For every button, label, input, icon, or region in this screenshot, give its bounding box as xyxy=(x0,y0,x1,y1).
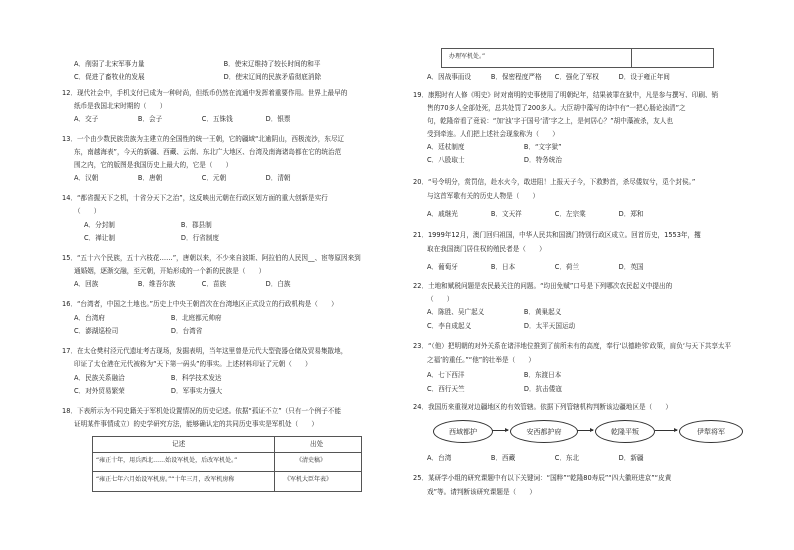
q14-line1: 14．“都省握天下之机，十省分天下之治”，这反映出元朝在行政区划方面的重大创新是实行 xyxy=(62,194,328,202)
q18-table-record-2: “雍正七年六月始设军机房。”“十年三月，改军机房称 xyxy=(96,476,235,483)
q18-table-continuation-divider xyxy=(631,48,632,67)
flow-node-1: 西域都护 xyxy=(433,420,493,443)
q16-options1: A．台湾府 B．北庭都元帅府 xyxy=(74,314,222,322)
q20-options: A．戚继光 B．文天祥 C．左宗棠 D．郑和 xyxy=(427,210,644,218)
q18-table-header-source: 出处 xyxy=(310,440,324,448)
q19-line3: 句，乾隆帝看了竟说：“加‘浊’字于国号‘清’字之上，是何居心？”胡中藻被杀，友人也 xyxy=(427,117,673,125)
q18-table-header-record: 记述 xyxy=(172,440,186,448)
q23-options1: A．七下西洋 B．东渡日本 xyxy=(427,371,562,379)
q19-options1: A．廷杖制度 B．“文字狱” xyxy=(427,143,562,151)
flow-arrow xyxy=(577,430,593,431)
q17-line2: 印证了太仓港在元代被称为“天下第一码头”的事实。上述材料印证了元朝（ ） xyxy=(74,360,312,368)
flow-node-2: 安西都护府 xyxy=(510,420,578,443)
q15-options: A．回族 B．维吾尔族 C．苗族 D．白族 xyxy=(74,280,291,288)
q24-line1: 24．我国历来重视对边疆地区的有效管辖。依据下列管辖机构判断该边疆地区是（ ） xyxy=(413,403,672,411)
q13-line2: 东，南越海表”，今天的新疆、西藏、云南、东北广大地区、台湾及南海诸岛都在它的统治范 xyxy=(74,148,342,156)
q21-line2: 取在我国澳门居住权的殖民者是（ ） xyxy=(427,245,546,253)
q14-line2: （ ） xyxy=(74,207,101,215)
q20-line2: 与这首军歌有关的历史人物是（ ） xyxy=(427,192,540,200)
q17-line1: 17．在太仓樊村泾元代遗址考古现场，发掘表明，当年这里曾是元代大型瓷器仓储及贸易集散地， xyxy=(62,347,348,355)
q23-options2: C．西行天竺 D．抗击倭寇 xyxy=(427,385,562,393)
q13-options: A．汉朝 B．唐朝 C．元朝 D．清朝 xyxy=(74,174,291,182)
q17-options1: A．民族关系融洽 B．科学技术发达 xyxy=(74,374,222,382)
q15-line1: 15．“五十六个民族，五十六枝花……”，唐朝以来，不少来自波斯、阿拉伯的人民因__、宦等原因来到 xyxy=(62,254,361,262)
q21-options: A．葡萄牙 B．日本 C．荷兰 D．英国 xyxy=(427,263,644,271)
q15-line2: 通婚姻，逐渐交融，至元朝，开始形成的一个新的民族是（ ） xyxy=(74,267,266,275)
flow-arrow xyxy=(492,430,508,431)
q16-line1: 16．“台湾者，中国之土地也。”历史上中央王朝首次在台湾地区正式设立的行政机构是（ ） xyxy=(62,300,338,308)
q13-line1: 13．一个由少数民族贵族为主建立的全国性的统一王朝，它的疆域“北逾阴山，西极流沙，东尽辽 xyxy=(62,135,345,143)
q21-line1: 21．1999年12月，澳门回归祖国，中华人民共和国澳门特别行政区成立。回首历史，1553年，攫 xyxy=(413,231,701,239)
q22-options1: A．陈胜、吴广起义 B．黄巢起义 xyxy=(427,308,562,316)
q18-table-tail: 办理军机处。” xyxy=(449,53,486,60)
flow-arrow xyxy=(655,430,677,431)
q18-table-source-2: 《军机大臣年表》 xyxy=(284,476,333,483)
q12-options: A．交子 B．会子 C．五铢钱 D．银票 xyxy=(74,115,291,123)
q19-line2: 售的70多人全部处死，总共处罚了200多人。大臣胡中藻写的诗中有“一把心肠论浊清”之 xyxy=(427,104,686,112)
q14-options1: A．分封制 B．郡县制 xyxy=(84,221,212,229)
q18-table-source-1: 《清史稿》 xyxy=(296,457,327,464)
q17-options2: C．对外贸易繁荣 D．军事实力强大 xyxy=(74,387,223,395)
q18-table-divider xyxy=(274,436,275,491)
q24-options: A．台湾 B．西藏 C．东北 D．新疆 xyxy=(427,454,644,462)
q23-line2: 之福’的重任。”“他”的壮举是（ ） xyxy=(427,356,535,364)
q18-table-row-line xyxy=(92,471,361,472)
q18-options: A．因战事而设 B．保密程度严格 C．强化了军权 D．设于雍正年间 xyxy=(427,73,670,81)
q18-table-row-line xyxy=(92,452,361,453)
q25-line2: 戏”等。请判断该研究课题是（ ） xyxy=(427,488,536,496)
q22-line1: 22．土地和赋税问题是农民最关注的问题。“均田免赋”口号是下列哪次农民起义中提出的 xyxy=(413,282,673,290)
q19-line4: 受到牵连。人们把上述社会现象称为（ ） xyxy=(427,130,559,138)
q18-line1: 18．下表所示为不同史籍关于军机处设置情况的历史记述。依据“孤证不立”（只有一个例子不能 xyxy=(62,407,341,415)
q20-line1: 20．“号令明分，赏罚信，赴水火今，敢进阻！上报天子今，下救黔首，杀尽倭奴兮，觅个封侯。” xyxy=(413,178,696,186)
q12-line1: 12．现代社会中，手机支付已成为一种时尚，但纸币仍然在流通中发挥着重要作用。世界上最早的 xyxy=(62,89,348,97)
flow-node-3: 乾隆平叛 xyxy=(595,420,655,443)
q19-line1: 19．康熙时有人修《明史》时对南明的史事使用了明朝纪年，结果被罪在狱中，凡是参与撰写、印刷、销 xyxy=(413,91,719,99)
q25-line1: 25．某研学小组的研究课题中有以下关键词：“国粹”“乾隆80寿辰”“四大徽班进京”“皮黄 xyxy=(413,474,672,482)
right-column xyxy=(397,0,794,550)
q22-options2: C．李自成起义 D．太平天国运动 xyxy=(427,322,576,330)
q19-options2: C．八股取士 D．特务统治 xyxy=(427,156,562,164)
q18-line2: 证明某件事情成立）的史学研究方法，能够确认定的共同历史事实是军机处（ ） xyxy=(74,420,318,428)
flow-node-4: 伊犁将军 xyxy=(679,420,743,443)
q18-table-record-1: “雍正十年，用兵西北……始设军机处，后改军机处。” xyxy=(96,457,238,464)
q14-options2: C．禅让制 D．行省制度 xyxy=(84,234,219,242)
q13-line3: 围之内，它的版图是我国历史上最大的，它是（ ） xyxy=(74,161,233,169)
q23-line1: 23．“（他）把明朝的对外关系在诸洋地位推到了前所未有的高度，奉行‘以德睦邻’政策，肩负‘与天下共享太平 xyxy=(413,342,732,350)
q22-line2: （ ） xyxy=(427,295,454,303)
q16-options2: C．澎湖巡检司 D．台湾省 xyxy=(74,327,203,335)
q11-options-line2: C．促进了畜牧业的发展 D．使宋辽间的民族矛盾彻底消除 xyxy=(74,73,322,81)
q12-line2: 纸币是我国北宋时期的（ ） xyxy=(74,102,167,110)
q11-options-line1: A．削弱了北宋军事力量 B．使宋辽维持了较长时间的和平 xyxy=(74,60,321,68)
